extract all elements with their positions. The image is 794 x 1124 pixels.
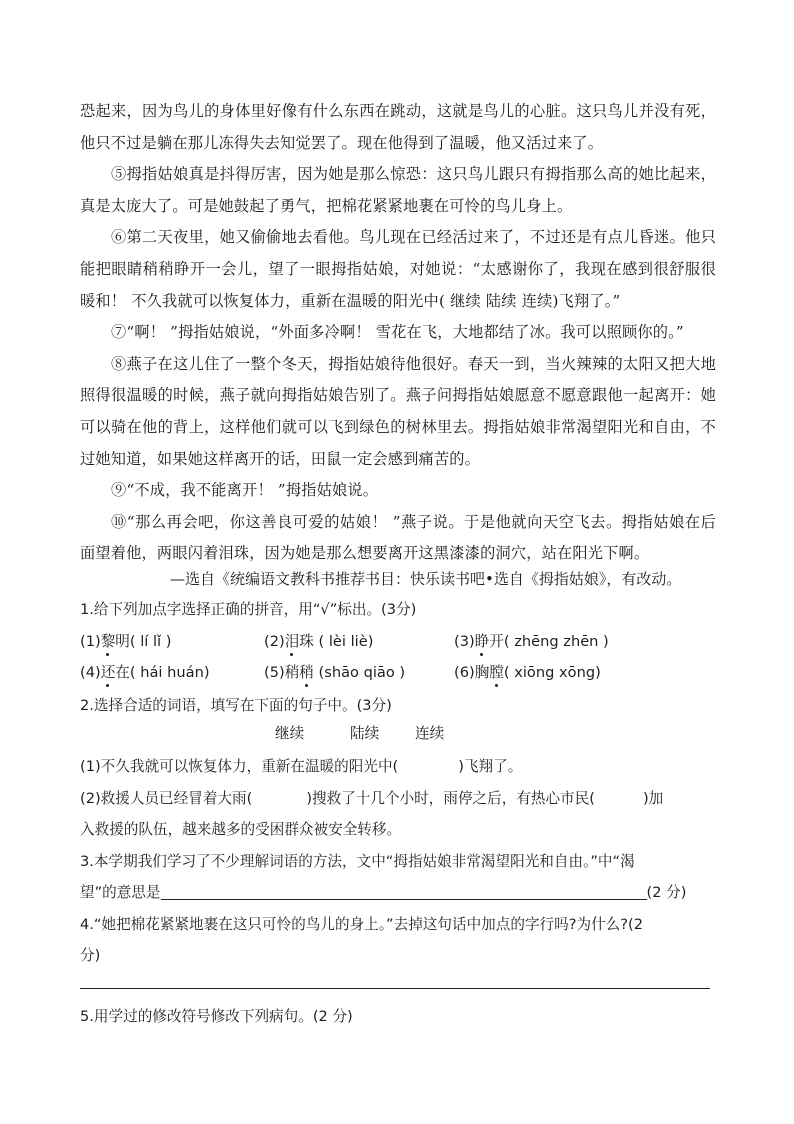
sentence-text: 望”的意思是 <box>80 884 161 901</box>
q1-item-3 <box>454 630 609 651</box>
question-4-stem: 4.“她把棉花紧紧地裹在这只可怜的鸟儿的身上。”去掉这句话中加点的字行吗?为什么?(2 <box>80 916 643 933</box>
dotted-character: 黎 <box>101 630 116 651</box>
q2-sentence-2-continued: 入救援的队伍，越来越多的受困群众被安全转移。 <box>80 821 402 838</box>
answer-line[interactable] <box>161 883 647 900</box>
score-label: (2 分) <box>646 884 687 901</box>
item-number: (1) <box>80 633 101 650</box>
paragraph-5: ⑤拇指姑娘真是抖得厉害，因为她是那么惊恐：这只鸟儿跟只有拇指那么高的她比起来，真是太庞大了。可是她鼓起了勇气，把棉花紧紧地裹在可怜的鸟儿身上。 <box>80 165 716 215</box>
dotted-character: 睁 <box>475 630 490 651</box>
item-number: (5) <box>264 664 285 681</box>
paragraph-7: ⑦“啊！ ”拇指姑娘说，“外面多冷啊！ 雪花在飞，大地都结了冰。我可以照顾你的。” <box>111 323 684 342</box>
paragraph-6: ⑥第二天夜里，她又偷偷地去看他。鸟儿现在已经活过来了，不过还是有点儿昏迷。他只能把眼睛稍稍睁开一会儿，望了一眼拇指姑娘，对她说：“太感谢你了，我现在感到很舒服很暖和！ 不久我就可以恢复体力，重新在温暖的阳光中( 继续 陆续 连续)飞翔了。” <box>80 228 716 310</box>
pinyin-options[interactable]: ( lèi liè) <box>318 633 374 650</box>
q2-sentence-1 <box>80 755 522 776</box>
pinyin-options[interactable]: (shāo qiāo ) <box>318 664 406 681</box>
q1-item-2 <box>264 630 373 651</box>
word-bank-item-3: 连续 <box>415 725 445 742</box>
answer-line[interactable] <box>80 988 710 989</box>
sentence-text: )加 <box>642 790 664 807</box>
item-word-first: 稍 <box>284 664 300 681</box>
source-citation: —选自《统编语文教科书推荐书目：快乐读书吧•选自《拇指姑娘》，有改动。 <box>170 570 682 588</box>
word-bank-item-1: 继续 <box>275 725 305 742</box>
item-number: (3) <box>454 633 475 650</box>
pinyin-options[interactable]: ( lí lǐ ) <box>129 633 172 650</box>
item-word-first: 胸 <box>474 664 490 681</box>
item-number: (2) <box>264 633 285 650</box>
question-2-stem: 2.选择合适的词语，填写在下面的句子中。(3分) <box>80 697 392 714</box>
item-number: (6) <box>454 664 475 681</box>
paragraph-9: ⑨“不成，我不能离开！ ”拇指姑娘说。 <box>111 481 379 500</box>
sentence-text: )搜救了十几个小时，雨停之后，有热心市民( <box>306 790 595 807</box>
dotted-character: 还 <box>101 661 116 682</box>
dotted-character: 膛 <box>489 661 504 682</box>
question-1-stem: 1.给下列加点字选择正确的拼音，用“√”标出。(3分) <box>80 601 417 618</box>
item-word-rest: 在 <box>115 664 130 681</box>
question-3-stem: 3.本学期我们学习了不少理解词语的方法，文中“拇指姑娘非常渴望阳光和自由。”中“渴 <box>80 853 635 870</box>
pinyin-options[interactable]: ( hái huán) <box>129 664 210 681</box>
q1-item-6 <box>454 661 601 682</box>
q1-item-4 <box>80 661 210 682</box>
sentence-text: (1)不久我就可以恢复体力，重新在温暖的阳光中( <box>80 758 399 775</box>
question-3-line-2 <box>80 881 686 902</box>
item-word-rest: 开 <box>489 633 504 650</box>
question-4-line-2: 分) <box>80 947 101 964</box>
pinyin-options[interactable]: ( zhēng zhēn ) <box>503 633 609 650</box>
sentence-text: (2)救援人员已经冒着大雨( <box>80 790 253 807</box>
sentence-text: )飞翔了。 <box>458 758 523 775</box>
paragraph-continued: 恐起来，因为鸟儿的身体里好像有什么东西在跳动，这就是鸟儿的心脏。这只鸟儿并没有死，他只不过是躺在那儿冻得失去知觉罢了。现在他得到了温暖，他又活过来了。 <box>80 102 716 152</box>
q2-sentence-2 <box>80 787 663 808</box>
pinyin-options[interactable]: ( xiōng xōng) <box>503 664 601 681</box>
paragraph-10: ⑩“那么再会吧，你这善良可爱的姑娘！ ”燕子说。于是他就向天空飞去。拇指姑娘在后面望着他，两眼闪着泪珠，因为她是那么想要离开这黑漆漆的洞穴，站在阳光下啊。 <box>80 512 716 563</box>
question-5-stem: 5.用学过的修改符号修改下列病句。(2 分) <box>80 1008 353 1025</box>
paragraph-8: ⑧燕子在这儿住了一整个冬天，拇指姑娘待他很好。春天一到，当火辣辣的太阳又把大地照得很温暖的时候，燕子就向拇指姑娘告别了。燕子问拇指姑娘愿意不愿意跟他一起离开：她可以骑在他的背上，这样他们就可以飞到绿色的树林里去。拇指姑娘非常渴望阳光和自由，不过她知道，如果她这样离开的话，田鼠一定会感到痛苦的。 <box>80 354 716 468</box>
item-number: (4) <box>80 664 101 681</box>
dotted-character: 泪 <box>285 630 300 651</box>
word-bank-item-2: 陆续 <box>350 725 380 742</box>
q1-item-1 <box>80 630 171 651</box>
item-word-rest: 珠 <box>299 633 314 650</box>
reading-passage <box>80 96 716 570</box>
item-word-rest: 明 <box>115 633 130 650</box>
q1-item-5 <box>264 661 405 682</box>
dotted-character: 稍 <box>299 661 314 682</box>
